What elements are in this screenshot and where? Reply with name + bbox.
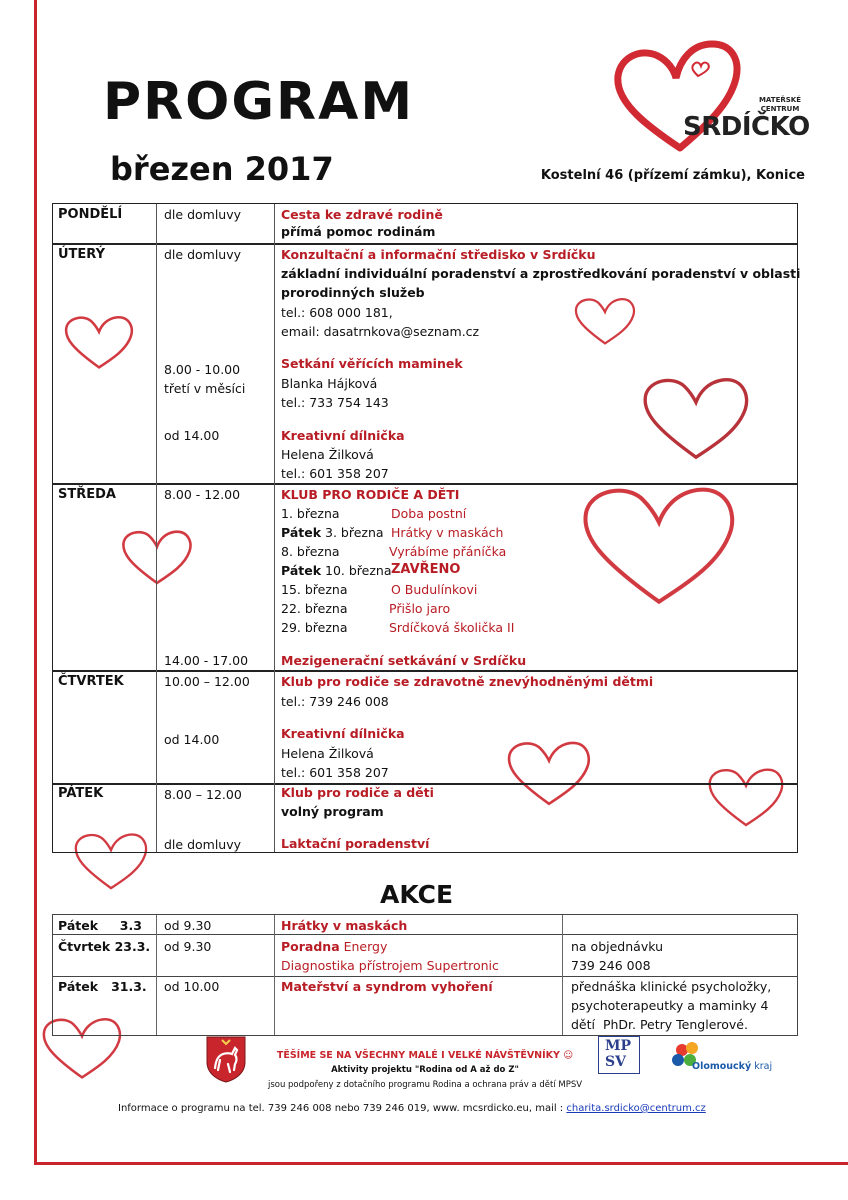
activity-name: Setkání věřících maminek: [281, 356, 463, 371]
event-note: přednáška klinické psycholožky,: [571, 979, 772, 994]
event-note: na objednávku: [571, 939, 663, 954]
footer-project: Aktivity projektu "Rodina od A až do Z": [331, 1065, 519, 1075]
event-name: Hrátky v maskách: [281, 918, 408, 933]
time: dle domluvy: [164, 247, 242, 262]
email-link[interactable]: charita.srdicko@centrum.cz: [566, 1103, 706, 1114]
time: 8.00 – 12.00: [164, 787, 242, 802]
event-name: Vyrábíme přáníčka: [389, 544, 507, 559]
person: Helena Žilková: [281, 746, 374, 761]
activity-name: Mezigenerační setkávání v Srdíčku: [281, 653, 527, 668]
program-table: [52, 203, 801, 853]
event-name: Poradna Energy: [281, 939, 388, 954]
page-border-bottom: [34, 1162, 848, 1165]
event-time: od 9.30: [164, 939, 212, 954]
phone: tel.: 608 000 181,: [281, 305, 393, 320]
day-friday: PÁTEK: [58, 786, 104, 801]
time: od 14.00: [164, 732, 220, 747]
event-note: dětí PhDr. Petry Tenglerové.: [571, 1017, 748, 1032]
time: od 14.00: [164, 428, 220, 443]
event-time: od 10.00: [164, 979, 220, 994]
mpsv-logo-text: MP: [605, 1038, 632, 1054]
row-divider: [53, 243, 797, 245]
activity-name: Cesta ke zdravé rodině: [281, 207, 443, 222]
logo-subtitle: MATEŘSKÉ CENTRUM: [758, 96, 802, 113]
activity-name: Konzultační a informační středisko v Srdíčku: [281, 247, 596, 262]
page-title: PROGRAM: [103, 72, 415, 132]
event-note: 739 246 008: [571, 958, 651, 973]
footer-welcome: TĚŠÍME SE NA VŠECHNY MALÉ I VELKÉ NÁVŠTĚVNÍKY ☺: [276, 1050, 574, 1061]
column-divider: [156, 915, 157, 1035]
phone: tel.: 601 358 207: [281, 466, 389, 481]
event-name: Srdíčková školička II: [389, 620, 515, 635]
mpsv-logo-text: SV: [605, 1054, 626, 1070]
event-name: Mateřství a syndrom vyhoření: [281, 979, 493, 994]
activity-name: Laktační poradenství: [281, 836, 430, 851]
column-divider: [562, 915, 563, 1035]
time-note: třetí v měsíci: [164, 381, 246, 396]
event-note: psychoterapeutky a maminky 4: [571, 998, 769, 1013]
event-day: Pátek 3.3: [58, 918, 142, 933]
page-border-left: [34, 0, 37, 1165]
event-day: Pátek 31.3.: [58, 979, 147, 994]
activity-desc: prorodinných služeb: [281, 285, 425, 300]
event-name: Doba postní: [391, 506, 467, 521]
month-subtitle: březen 2017: [110, 150, 334, 188]
event-date: Pátek 10. března: [281, 563, 392, 578]
time: dle domluvy: [164, 207, 242, 222]
activity-name: KLUB PRO RODIČE A DĚTI: [281, 487, 460, 502]
email: email: dasatrnkova@seznam.cz: [281, 324, 480, 339]
activity-desc: přímá pomoc rodinám: [281, 224, 436, 239]
phone: tel.: 733 754 143: [281, 395, 389, 410]
event-name: O Budulínkovi: [391, 582, 478, 597]
time: 8.00 - 12.00: [164, 487, 241, 502]
column-divider: [156, 204, 157, 852]
time: 8.00 - 10.00: [164, 362, 241, 377]
event-closed: ZAVŘENO: [391, 562, 461, 577]
row-divider: [53, 670, 797, 672]
day-thursday: ČTVRTEK: [58, 674, 124, 689]
mpsv-logo: [598, 1036, 640, 1074]
column-divider: [274, 915, 275, 1035]
day-tuesday: ÚTERÝ: [58, 247, 106, 262]
row-divider: [53, 976, 797, 977]
events-table: [52, 914, 798, 1036]
event-date: 15. března: [281, 582, 348, 597]
time: dle domluvy: [164, 837, 242, 852]
event-day: Čtvrtek 23.3.: [58, 939, 151, 954]
activity-name: Klub pro rodiče se zdravotně znevýhodněnými dětmi: [281, 674, 654, 689]
event-name: Hrátky v maskách: [391, 525, 504, 540]
day-monday: PONDĚLÍ: [58, 207, 123, 222]
person: Blanka Hájková: [281, 376, 378, 391]
event-name: Přišlo jaro: [389, 601, 451, 616]
person: Helena Žilková: [281, 447, 374, 462]
event-date: 29. března: [281, 620, 348, 635]
row-divider: [53, 934, 797, 935]
event-time: od 9.30: [164, 918, 212, 933]
column-divider: [274, 204, 275, 852]
phone: tel.: 739 246 008: [281, 694, 389, 709]
phone: tel.: 601 358 207: [281, 765, 389, 780]
event-date: Pátek 3. března: [281, 525, 384, 540]
footer-support: jsou podpořeny z dotačního programu Rodina a ochrana práv a dětí MPSV: [267, 1080, 583, 1090]
day-wednesday: STŘEDA: [58, 487, 116, 502]
event-subtitle: Diagnostika přístrojem Supertronic: [281, 958, 499, 973]
activity-desc: základní individuální poradenství a zprostředkování poradenství v oblasti: [281, 266, 801, 281]
row-divider: [53, 483, 797, 485]
event-date: 8. března: [281, 544, 340, 559]
time: 10.00 – 12.00: [164, 674, 250, 689]
olomoucky-kraj-text: Olomoucký kraj: [692, 1061, 773, 1072]
activity-desc: volný program: [281, 804, 384, 819]
events-title: AKCE: [380, 880, 454, 909]
activity-name: Kreativní dílnička: [281, 726, 405, 741]
logo-name: SRDÍČKO: [683, 112, 810, 142]
activity-name: Kreativní dílnička: [281, 428, 405, 443]
event-date: 1. března: [281, 506, 340, 521]
event-date: 22. března: [281, 601, 348, 616]
address: Kostelní 46 (přízemí zámku), Konice: [540, 168, 805, 183]
time: 14.00 - 17.00: [164, 653, 249, 668]
contact-info: Informace o programu na tel. 739 246 008 nebo 739 246 019, www. mcsrdicko.eu, mail : charita.srdicko@centrum.cz: [118, 1103, 706, 1114]
activity-name: Klub pro rodiče a děti: [281, 785, 434, 800]
